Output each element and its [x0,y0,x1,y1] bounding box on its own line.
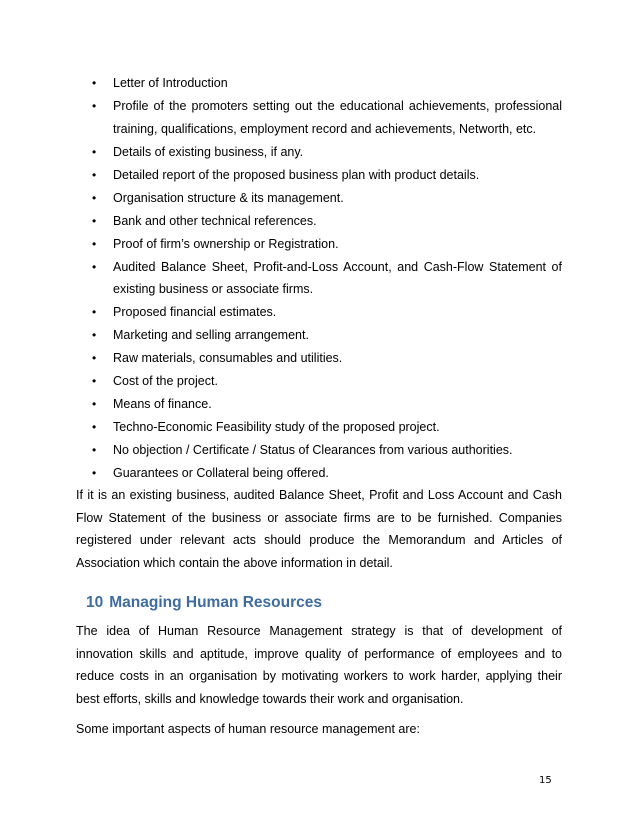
list-item: • Marketing and selling arrangement. [0,324,638,347]
list-item: • Organisation structure & its management. [0,187,638,210]
bullet-icon: • [92,99,97,113]
bullet-icon: • [92,443,97,457]
bullet-icon: • [92,259,97,274]
bullet-icon: • [92,144,97,159]
section-number: 10 [86,594,104,611]
bullet-icon: • [92,167,97,182]
list-item: • Guarantees or Collateral being offered. [0,462,638,485]
section-heading [86,594,322,612]
hrm-paragraph: The idea of Human Resource Management strategy is that of development of innovation skills and aptitude, improve quality of performance of employees and to reduce costs in an organisation by motivating workers to work harder, applying their best efforts, skills and knowledge towards their work and organisation. [76,624,562,706]
requirements-list [0,72,638,485]
list-item: • Profile of the promoters setting out the educational achievements, professional training, qualifications, employment record and achievements, Networth, etc. [0,95,638,140]
bullet-icon: • [92,190,97,205]
list-item: • Techno-Economic Feasibility study of the proposed project. [0,416,638,439]
list-item: • Detailed report of the proposed business plan with product details. [0,164,638,187]
bullet-icon: • [92,76,97,90]
bullet-icon: • [92,236,97,251]
bullet-icon: • [92,466,97,480]
list-item: • Cost of the project. [0,370,638,393]
list-item: • Proof of firm’s ownership or Registration. [0,233,638,256]
existing-business-paragraph: If it is an existing business, audited Balance Sheet, Profit and Loss Account and Cash Flow Statement of the business or associate firms are to be furnished. Companies registered under relevant acts should produce the Memorandum and Articles of Association which contain the above information in detail. [76,488,562,570]
bullet-icon: • [92,397,97,411]
list-item: • No objection / Certificate / Status of Clearances from various authorities. [0,439,638,462]
bullet-icon: • [92,305,97,319]
list-item: • Proposed financial estimates. [0,301,638,324]
list-item: • Bank and other technical references. [0,210,638,233]
list-item: • Letter of Introduction [0,72,638,95]
list-item: • Means of finance. [0,393,638,416]
bullet-icon: • [92,420,97,434]
list-item: • Audited Balance Sheet, Profit-and-Loss Account, and Cash-Flow Statement of existing business or associate firms. [0,256,638,301]
bullet-icon: • [92,374,97,388]
bullet-icon: • [92,213,97,228]
hrm-aspects-paragraph: Some important aspects of human resource management are: [76,722,420,736]
list-item: • Details of existing business, if any. [0,141,638,164]
bullet-icon: • [92,328,97,342]
section-title: Managing Human Resources [109,594,322,611]
list-item: • Raw materials, consumables and utilities. [0,347,638,370]
page-number: 15 [539,775,552,786]
bullet-icon: • [92,351,97,365]
